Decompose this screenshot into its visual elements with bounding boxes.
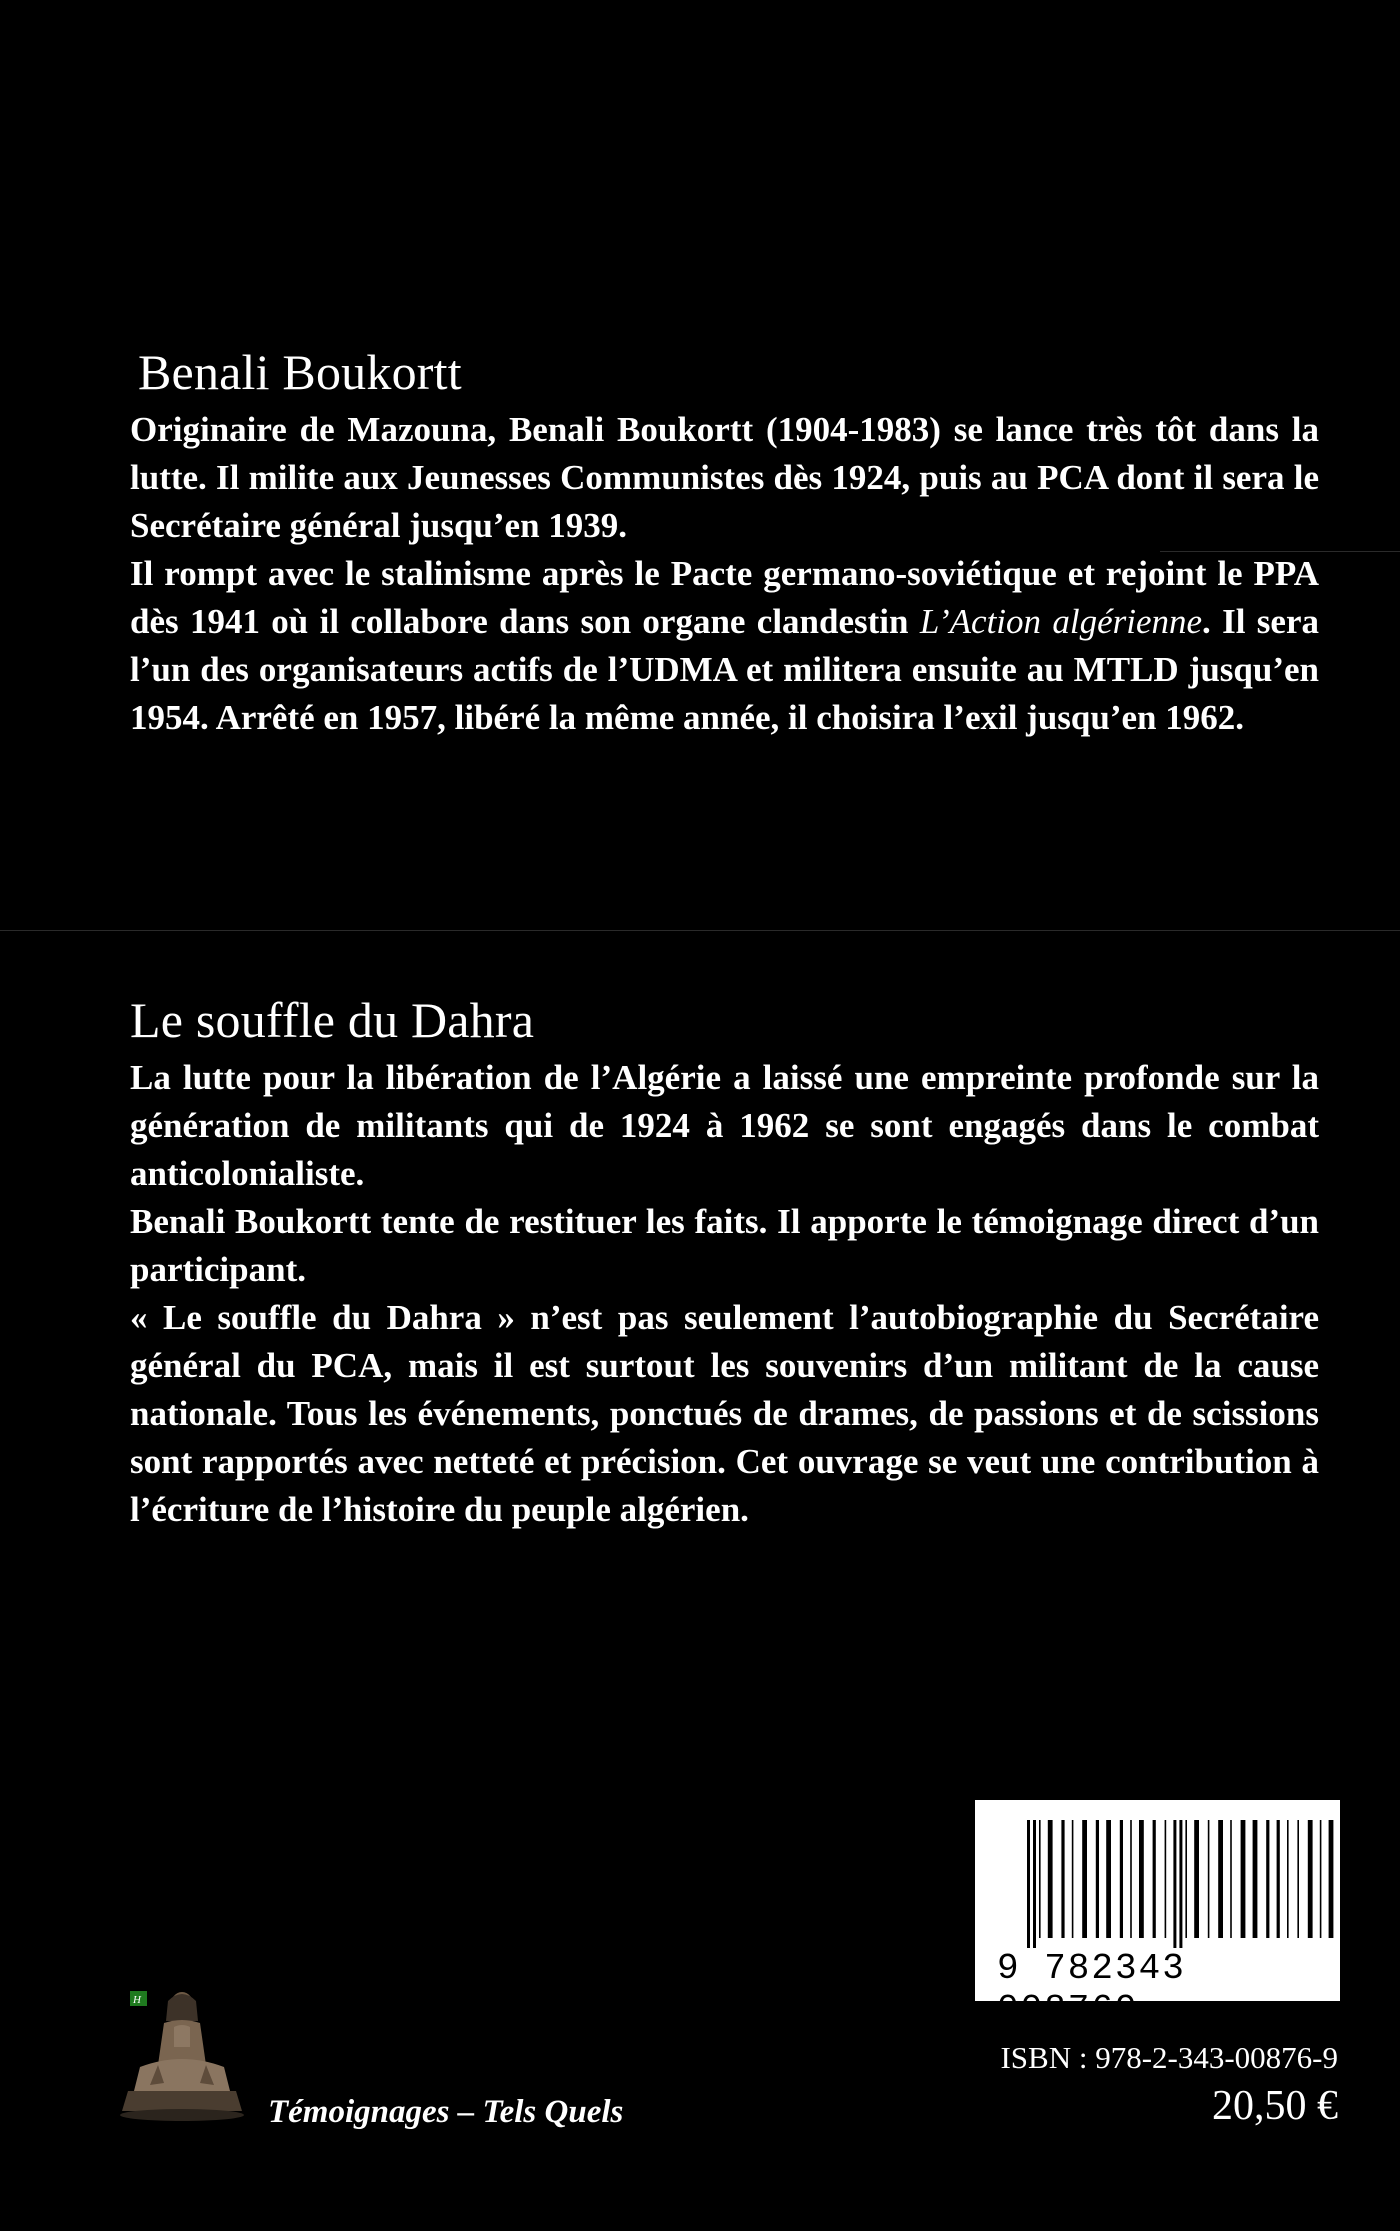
barcode-bar	[1139, 1820, 1144, 1938]
author-paragraph-2	[130, 550, 1319, 742]
author-paragraph-2-start: Il rompt avec le stalinisme après le Pacte germano-soviétique et rejoint le PPA dès 1941 où il collabore dans son organe clandestin	[130, 554, 1319, 641]
barcode-bar	[1208, 1820, 1210, 1938]
barcode-bar	[1277, 1820, 1280, 1938]
book-paragraph-1: La lutte pour la libération de l’Algérie a laissé une empreinte profonde sur la génération de militants qui de 1924 à 1962 se sont engagés dans le combat anticolonialiste.	[130, 1058, 1319, 1193]
barcode-bar	[1329, 1820, 1334, 1938]
barcode-bar	[1033, 1820, 1036, 1948]
author-paragraph-1: Originaire de Mazouna, Benali Boukortt (1904-1983) se lance très tôt dans la lutte. Il milite aux Jeunesses Communistes dès 1924, puis au PCA dont il sera le Secrétaire général jusqu’en 1939.	[130, 410, 1319, 545]
barcode-bar	[1320, 1820, 1322, 1938]
publisher-mark-letter: H	[133, 1994, 141, 2006]
barcode-bar	[1165, 1820, 1167, 1938]
barcode-bar	[1039, 1820, 1041, 1938]
barcode-bar	[1179, 1820, 1182, 1948]
barcode-bar	[1241, 1820, 1246, 1938]
barcode-bar	[1266, 1820, 1269, 1938]
series-name: Témoignages – Tels Quels	[268, 2094, 624, 2130]
barcode-bar	[1153, 1820, 1156, 1938]
barcode-bar	[1173, 1820, 1176, 1948]
barcode-bar	[1194, 1820, 1199, 1938]
barcode-bar	[1027, 1820, 1030, 1948]
isbn: ISBN : 978-2-343-00876-9	[1000, 2040, 1338, 2075]
newspaper-title: L’Action algérienne	[919, 602, 1203, 641]
barcode-bar	[1072, 1820, 1074, 1938]
barcode-bar	[1096, 1820, 1099, 1938]
barcode-bar	[1253, 1820, 1258, 1938]
barcode-bar	[1218, 1820, 1223, 1938]
barcode-bar	[1130, 1820, 1132, 1938]
book-title-heading: Le souffle du Dahra	[130, 992, 535, 1048]
barcode-bars	[975, 1800, 1340, 1950]
barcode-bar	[1082, 1820, 1087, 1938]
barcode-bar	[1061, 1820, 1064, 1938]
author-section	[130, 344, 1319, 742]
barcode-bar	[1287, 1820, 1289, 1938]
barcode-bar	[1106, 1820, 1111, 1938]
barcode-digits: 9 782343 008769	[997, 1948, 1186, 2030]
barcode-bar	[1230, 1820, 1232, 1938]
price: 20,50 €	[1212, 2083, 1338, 2129]
book-paragraph-3: « Le souffle du Dahra » n’est pas seulement l’autobiographie du Secrétaire général du PCA, mais il est surtout les souvenirs d’un militant de la cause nationale. Tous les événements, ponctués de drames, de passions et de scissions sont rapportés avec netteté et précision. Cet ouvrage se veut une contribution à l’écriture de l’histoire du peuple algérien.	[130, 1298, 1319, 1529]
author-heading: Benali Boukortt	[138, 344, 462, 400]
scribe-statue-logo	[120, 1987, 270, 2127]
barcode	[975, 1800, 1340, 2030]
barcode-bar	[1185, 1820, 1187, 1938]
barcode-bar	[1048, 1820, 1053, 1938]
author-paragraph-2-end: . Il sera l’un des organisateurs actifs de l’UDMA et militera ensuite au MTLD jusqu’en 1954. Arrêté en 1957, libéré la même année, il choisira l’exil jusqu’en 1962.	[130, 602, 1319, 737]
book-section	[130, 992, 1319, 1534]
barcode-bar	[1120, 1820, 1123, 1938]
barcode-bar	[1297, 1820, 1299, 1938]
divider-middle	[0, 930, 1400, 931]
barcode-bar	[1308, 1820, 1313, 1938]
book-paragraph-2: Benali Boukortt tente de restituer les faits. Il apporte le témoignage direct d’un participant.	[130, 1202, 1319, 1289]
